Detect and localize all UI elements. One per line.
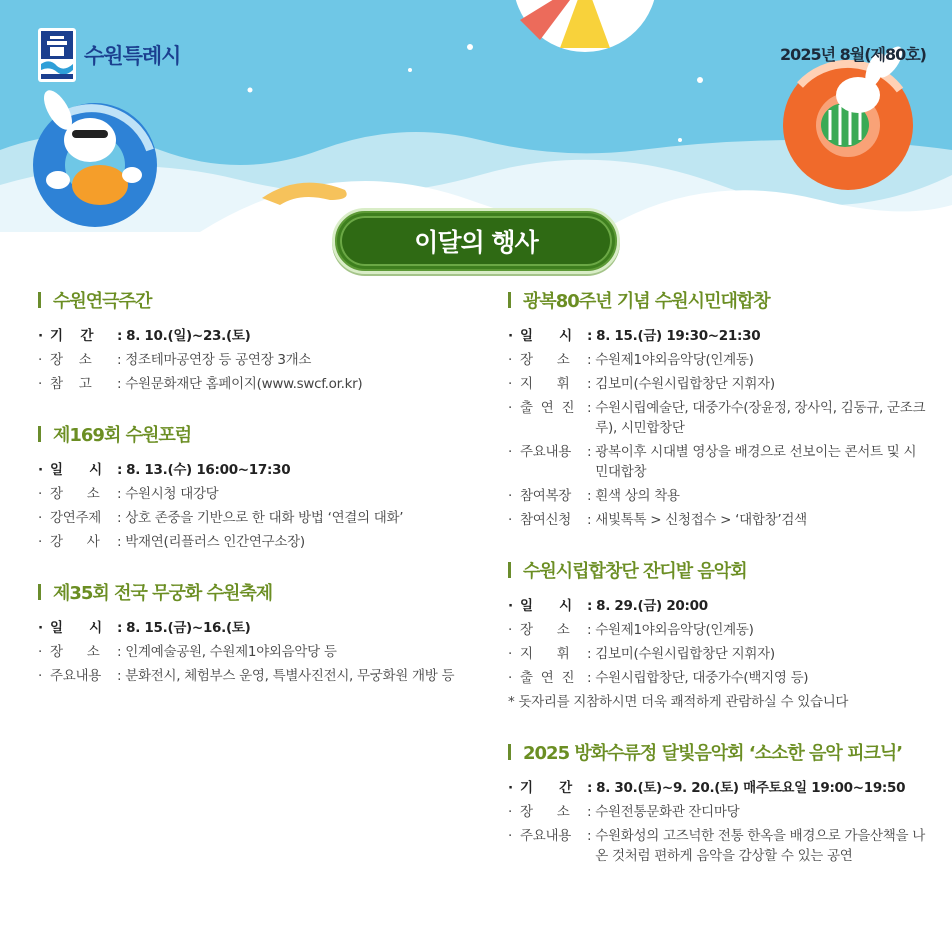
detail-value: 수원시립합창단, 대중가수(백지영 등) bbox=[595, 670, 809, 686]
detail-value: 수원제1야외음악당(인계동) bbox=[595, 622, 754, 638]
bullet-icon: · bbox=[38, 486, 42, 502]
detail-value: 광복이후 시대별 영상을 배경으로 선보이는 콘서트 및 시민대합창 bbox=[595, 444, 917, 480]
event-detail-row bbox=[508, 442, 928, 482]
detail-label: 일 시 bbox=[520, 328, 572, 344]
event-detail-row bbox=[508, 350, 928, 370]
event-detail-row bbox=[508, 802, 928, 822]
bullet-icon: · bbox=[508, 598, 513, 614]
detail-value: 8. 30.(토)~9. 20.(토) 매주토요일 19:00~19:50 bbox=[596, 780, 906, 796]
detail-label: 장 소 bbox=[50, 644, 100, 660]
event-detail-row bbox=[508, 398, 928, 438]
page-title-badge bbox=[332, 208, 620, 274]
detail-separator: : bbox=[587, 376, 592, 392]
bullet-icon: · bbox=[508, 400, 512, 416]
detail-value: 분화전시, 체험부스 운영, 특별사진전시, 무궁화원 개방 등 bbox=[125, 668, 455, 684]
title-bar-icon bbox=[38, 426, 41, 442]
detail-label: 장 소 bbox=[520, 622, 570, 638]
detail-separator: : bbox=[117, 534, 122, 550]
bullet-icon: · bbox=[38, 376, 42, 392]
bullet-icon: · bbox=[38, 668, 42, 684]
detail-value: 김보미(수원시립합창단 지휘자) bbox=[595, 376, 775, 392]
detail-separator: : bbox=[587, 646, 592, 662]
page-title: 이달의 행사 bbox=[414, 228, 538, 257]
bullet-icon: · bbox=[508, 328, 513, 344]
detail-label: 출 연 진 bbox=[520, 670, 575, 686]
event-title-text: 2025 방화수류정 달빛음악회 ‘소소한 음악 피크닉’ bbox=[523, 743, 903, 764]
bullet-icon: · bbox=[38, 328, 43, 344]
bullet-icon: · bbox=[508, 828, 512, 844]
event-title-text: 수원연극주간 bbox=[53, 291, 152, 312]
event-detail-row bbox=[38, 484, 488, 504]
event-detail-row bbox=[38, 508, 488, 528]
right-column bbox=[508, 286, 928, 892]
bullet-icon: · bbox=[508, 512, 512, 528]
event-detail-row bbox=[38, 642, 488, 662]
detail-value: 8. 10.(일)~23.(토) bbox=[126, 328, 251, 344]
detail-label: 강 사 bbox=[50, 534, 100, 550]
fortress-logo-icon bbox=[38, 28, 76, 82]
detail-value: 수원화성의 고즈넉한 전통 한옥을 배경으로 가을산책을 나온 것처럼 편하게 음악을 감상할 수 있는 공연 bbox=[595, 828, 925, 864]
bullet-icon: · bbox=[508, 670, 512, 686]
event-detail-row bbox=[38, 350, 488, 370]
detail-separator: : bbox=[587, 670, 592, 686]
detail-value: 박재연(리플러스 인간연구소장) bbox=[125, 534, 305, 550]
org-name: 수원특례시 bbox=[84, 44, 181, 68]
detail-label: 일 시 bbox=[50, 620, 102, 636]
detail-label: 기 간 bbox=[520, 780, 572, 796]
beach-ball-icon bbox=[513, 0, 657, 52]
detail-separator: : bbox=[587, 780, 593, 796]
bullet-icon: · bbox=[38, 510, 42, 526]
bullet-icon: · bbox=[38, 462, 43, 478]
event-detail-row bbox=[508, 644, 928, 664]
event-detail-row bbox=[508, 510, 928, 530]
detail-separator: : bbox=[587, 598, 593, 614]
event-title-text: 제169회 수원포럼 bbox=[53, 425, 192, 446]
title-bar-icon bbox=[38, 292, 41, 308]
event-detail-row bbox=[508, 596, 928, 616]
detail-separator: : bbox=[117, 620, 123, 636]
detail-separator: : bbox=[117, 644, 122, 660]
bullet-icon: · bbox=[38, 352, 42, 368]
event-detail-row bbox=[508, 826, 928, 866]
detail-label: 장 소 bbox=[520, 804, 570, 820]
event-section bbox=[508, 738, 928, 866]
detail-separator: : bbox=[117, 376, 122, 392]
detail-separator: : bbox=[587, 444, 592, 460]
detail-label: 장 소 bbox=[50, 486, 100, 502]
event-title-text: 수원시립합창단 잔디밭 음악회 bbox=[523, 561, 747, 582]
city-logo bbox=[38, 28, 180, 82]
title-bar-icon bbox=[38, 584, 41, 600]
event-title bbox=[508, 556, 928, 584]
detail-label: 장 소 bbox=[520, 352, 570, 368]
title-bar-icon bbox=[508, 744, 511, 760]
event-title bbox=[38, 286, 488, 314]
detail-separator: : bbox=[587, 352, 592, 368]
bullet-icon: · bbox=[38, 620, 43, 636]
detail-separator: : bbox=[587, 512, 592, 528]
event-detail-row bbox=[508, 374, 928, 394]
bullet-icon: · bbox=[508, 646, 512, 662]
bullet-icon: · bbox=[508, 376, 512, 392]
event-section bbox=[38, 578, 488, 686]
detail-separator: : bbox=[117, 462, 123, 478]
title-bar-icon bbox=[508, 292, 511, 308]
event-title-text: 광복80주년 기념 수원시민대합창 bbox=[523, 291, 770, 312]
detail-value: 흰색 상의 착용 bbox=[595, 488, 680, 504]
detail-separator: : bbox=[587, 622, 592, 638]
event-title-text: 제35회 전국 무궁화 수원축제 bbox=[53, 583, 273, 604]
event-detail-row bbox=[38, 326, 488, 346]
detail-label: 출 연 진 bbox=[520, 400, 575, 416]
detail-label: 강연주제 bbox=[50, 510, 101, 526]
detail-label: 주요내용 bbox=[520, 444, 571, 460]
event-title bbox=[508, 738, 928, 766]
event-section bbox=[508, 286, 928, 530]
detail-separator: : bbox=[587, 804, 592, 820]
detail-value: 수원시청 대강당 bbox=[125, 486, 219, 502]
bullet-icon: · bbox=[508, 444, 512, 460]
event-detail-row bbox=[508, 620, 928, 640]
detail-value: 8. 13.(수) 16:00~17:30 bbox=[126, 462, 291, 478]
detail-value: 8. 15.(금)~16.(토) bbox=[126, 620, 251, 636]
detail-label: 지 휘 bbox=[520, 646, 570, 662]
detail-separator: : bbox=[117, 352, 122, 368]
event-note: * 돗자리를 지참하시면 더욱 쾌적하게 관람하실 수 있습니다 bbox=[508, 694, 849, 710]
event-detail-row bbox=[38, 374, 488, 394]
event-section bbox=[38, 286, 488, 394]
detail-label: 일 시 bbox=[50, 462, 102, 478]
detail-label: 일 시 bbox=[520, 598, 572, 614]
event-detail-row bbox=[38, 460, 488, 480]
detail-label: 참여신청 bbox=[520, 512, 571, 528]
detail-value: 수원문화재단 홈페이지(www.swcf.or.kr) bbox=[125, 376, 363, 392]
event-detail-row bbox=[38, 666, 488, 686]
detail-separator: : bbox=[117, 510, 122, 526]
bullet-icon: · bbox=[508, 804, 512, 820]
bullet-icon: · bbox=[38, 534, 42, 550]
bullet-icon: · bbox=[38, 644, 42, 660]
event-detail-row bbox=[508, 326, 928, 346]
detail-value: 수원제1야외음악당(인계동) bbox=[595, 352, 754, 368]
event-title bbox=[508, 286, 928, 314]
event-title bbox=[38, 420, 488, 448]
event-detail-row bbox=[508, 778, 928, 798]
detail-separator: : bbox=[117, 668, 122, 684]
detail-label: 주요내용 bbox=[50, 668, 101, 684]
event-section bbox=[508, 556, 928, 712]
event-detail-row bbox=[38, 532, 488, 552]
detail-label: 주요내용 bbox=[520, 828, 571, 844]
detail-label: 참여복장 bbox=[520, 488, 571, 504]
event-detail-row bbox=[508, 668, 928, 688]
detail-value: 8. 15.(금) 19:30~21:30 bbox=[596, 328, 761, 344]
detail-value: 김보미(수원시립합창단 지휘자) bbox=[595, 646, 775, 662]
title-bar-icon bbox=[508, 562, 511, 578]
detail-label: 장 소 bbox=[50, 352, 92, 368]
detail-value: 8. 29.(금) 20:00 bbox=[596, 598, 708, 614]
event-section bbox=[38, 420, 488, 552]
detail-value: 새빛톡톡 > 신청접수 > ‘대합창’검색 bbox=[595, 512, 807, 528]
left-column bbox=[38, 286, 488, 712]
rabbit-blue-float-icon bbox=[33, 86, 157, 227]
issue-number: 2025년 8월(제80호) bbox=[780, 45, 926, 64]
event-detail-row bbox=[38, 618, 488, 638]
detail-separator: : bbox=[587, 400, 592, 416]
header-banner bbox=[0, 0, 952, 232]
detail-separator: : bbox=[587, 828, 592, 844]
bullet-icon: · bbox=[508, 622, 512, 638]
detail-label: 기 간 bbox=[50, 328, 94, 344]
event-title bbox=[38, 578, 488, 606]
bullet-icon: · bbox=[508, 352, 512, 368]
detail-value: 인계예술공원, 수원제1야외음악당 등 bbox=[125, 644, 337, 660]
detail-label: 지 휘 bbox=[520, 376, 570, 392]
detail-separator: : bbox=[117, 486, 122, 502]
detail-separator: : bbox=[587, 328, 593, 344]
detail-label: 참 고 bbox=[50, 376, 92, 392]
detail-value: 정조테마공연장 등 공연장 3개소 bbox=[125, 352, 312, 368]
event-detail-row bbox=[508, 486, 928, 506]
detail-value: 수원시립예술단, 대중가수(장윤정, 장사익, 김동규, 군조크루), 시민합창단 bbox=[595, 400, 926, 436]
detail-separator: : bbox=[587, 488, 592, 504]
detail-value: 수원전통문화관 잔디마당 bbox=[595, 804, 740, 820]
bullet-icon: · bbox=[508, 488, 512, 504]
detail-separator: : bbox=[117, 328, 123, 344]
detail-value: 상호 존중을 기반으로 한 대화 방법 ‘연결의 대화’ bbox=[125, 510, 404, 526]
bullet-icon: · bbox=[508, 780, 513, 796]
